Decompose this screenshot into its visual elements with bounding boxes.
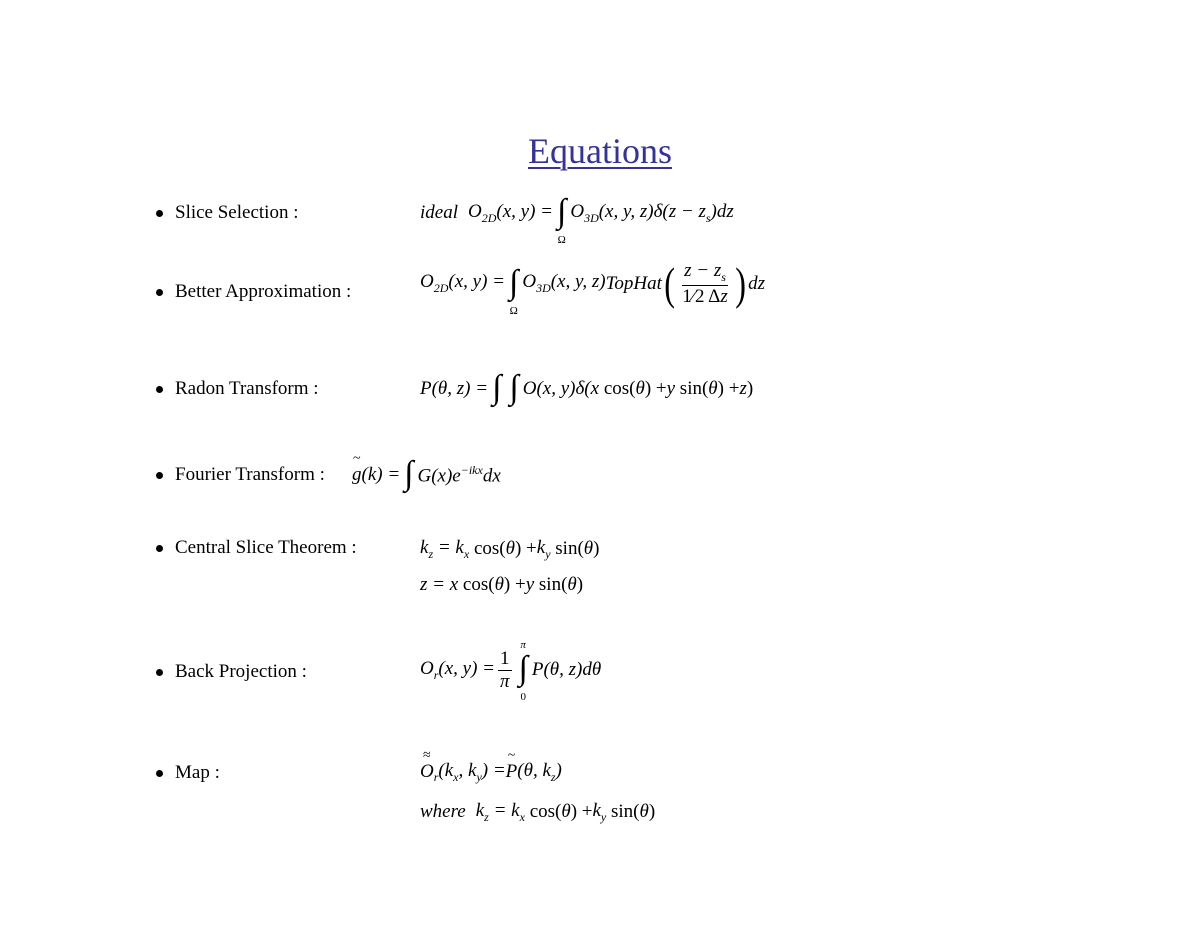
bullet-icon: [156, 472, 163, 479]
better-approximation-label: Better Approximation :: [156, 281, 351, 303]
fourier-transform-label: Fourier Transform :: [156, 464, 325, 486]
back-projection-equation: $O_r(x$, y) = $\frac{1}{\pi}$ π ∫ 0 P(θ, z)dθ: [420, 639, 602, 704]
bullet-icon: [156, 770, 163, 777]
page-title: Equations: [528, 131, 672, 171]
back-projection-label: Back Projection :: [156, 661, 307, 683]
better-approximation-equation: $O_{2D}(x$, y) = ∫ Ω $O_{3D}(x$, y, z) TopHat ( $\frac{z - z_s}{1⁄2 \Delta z}$ ) dz: [420, 257, 765, 317]
map-equation-1: O ≈ $_r(k_x$, $k_y$) = P ~ (θ, $k_z$): [420, 748, 562, 784]
bullet-icon: [156, 289, 163, 296]
map-equation-2: where $k_z = k_x$ cos( θ ) + $k_y$ sin( θ ): [420, 800, 656, 824]
bullet-icon: [156, 545, 163, 552]
radon-transform-label: Radon Transform :: [156, 378, 319, 400]
bullet-icon: [156, 210, 163, 217]
slice-selection-label: Slice Selection :: [156, 202, 298, 224]
fourier-transform-equation: g ~ (k) = ∫ $G(x)e^{-ikx}dx$: [352, 451, 501, 492]
bullet-icon: [156, 386, 163, 393]
map-label: Map :: [156, 762, 220, 784]
central-slice-equation-2: z = x cos( θ ) + y sin( θ ): [420, 574, 584, 595]
central-slice-equation-1: $k_z = k_x$ cos( θ ) + $k_y$ sin( θ ): [420, 537, 600, 561]
slice-selection-equation: ideal $O_{2D}(x$, y) = ∫ Ω $O_{3D}(x$, y, $z)\delta(z - z_s)dz$: [420, 193, 734, 246]
radon-transform-equation: P(θ, z) = ∫ ∫ O(x, y)δ(x cos( θ ) + y sin( θ ) + z ): [420, 369, 754, 406]
bullet-icon: [156, 669, 163, 676]
central-slice-label: Central Slice Theorem :: [156, 537, 357, 559]
